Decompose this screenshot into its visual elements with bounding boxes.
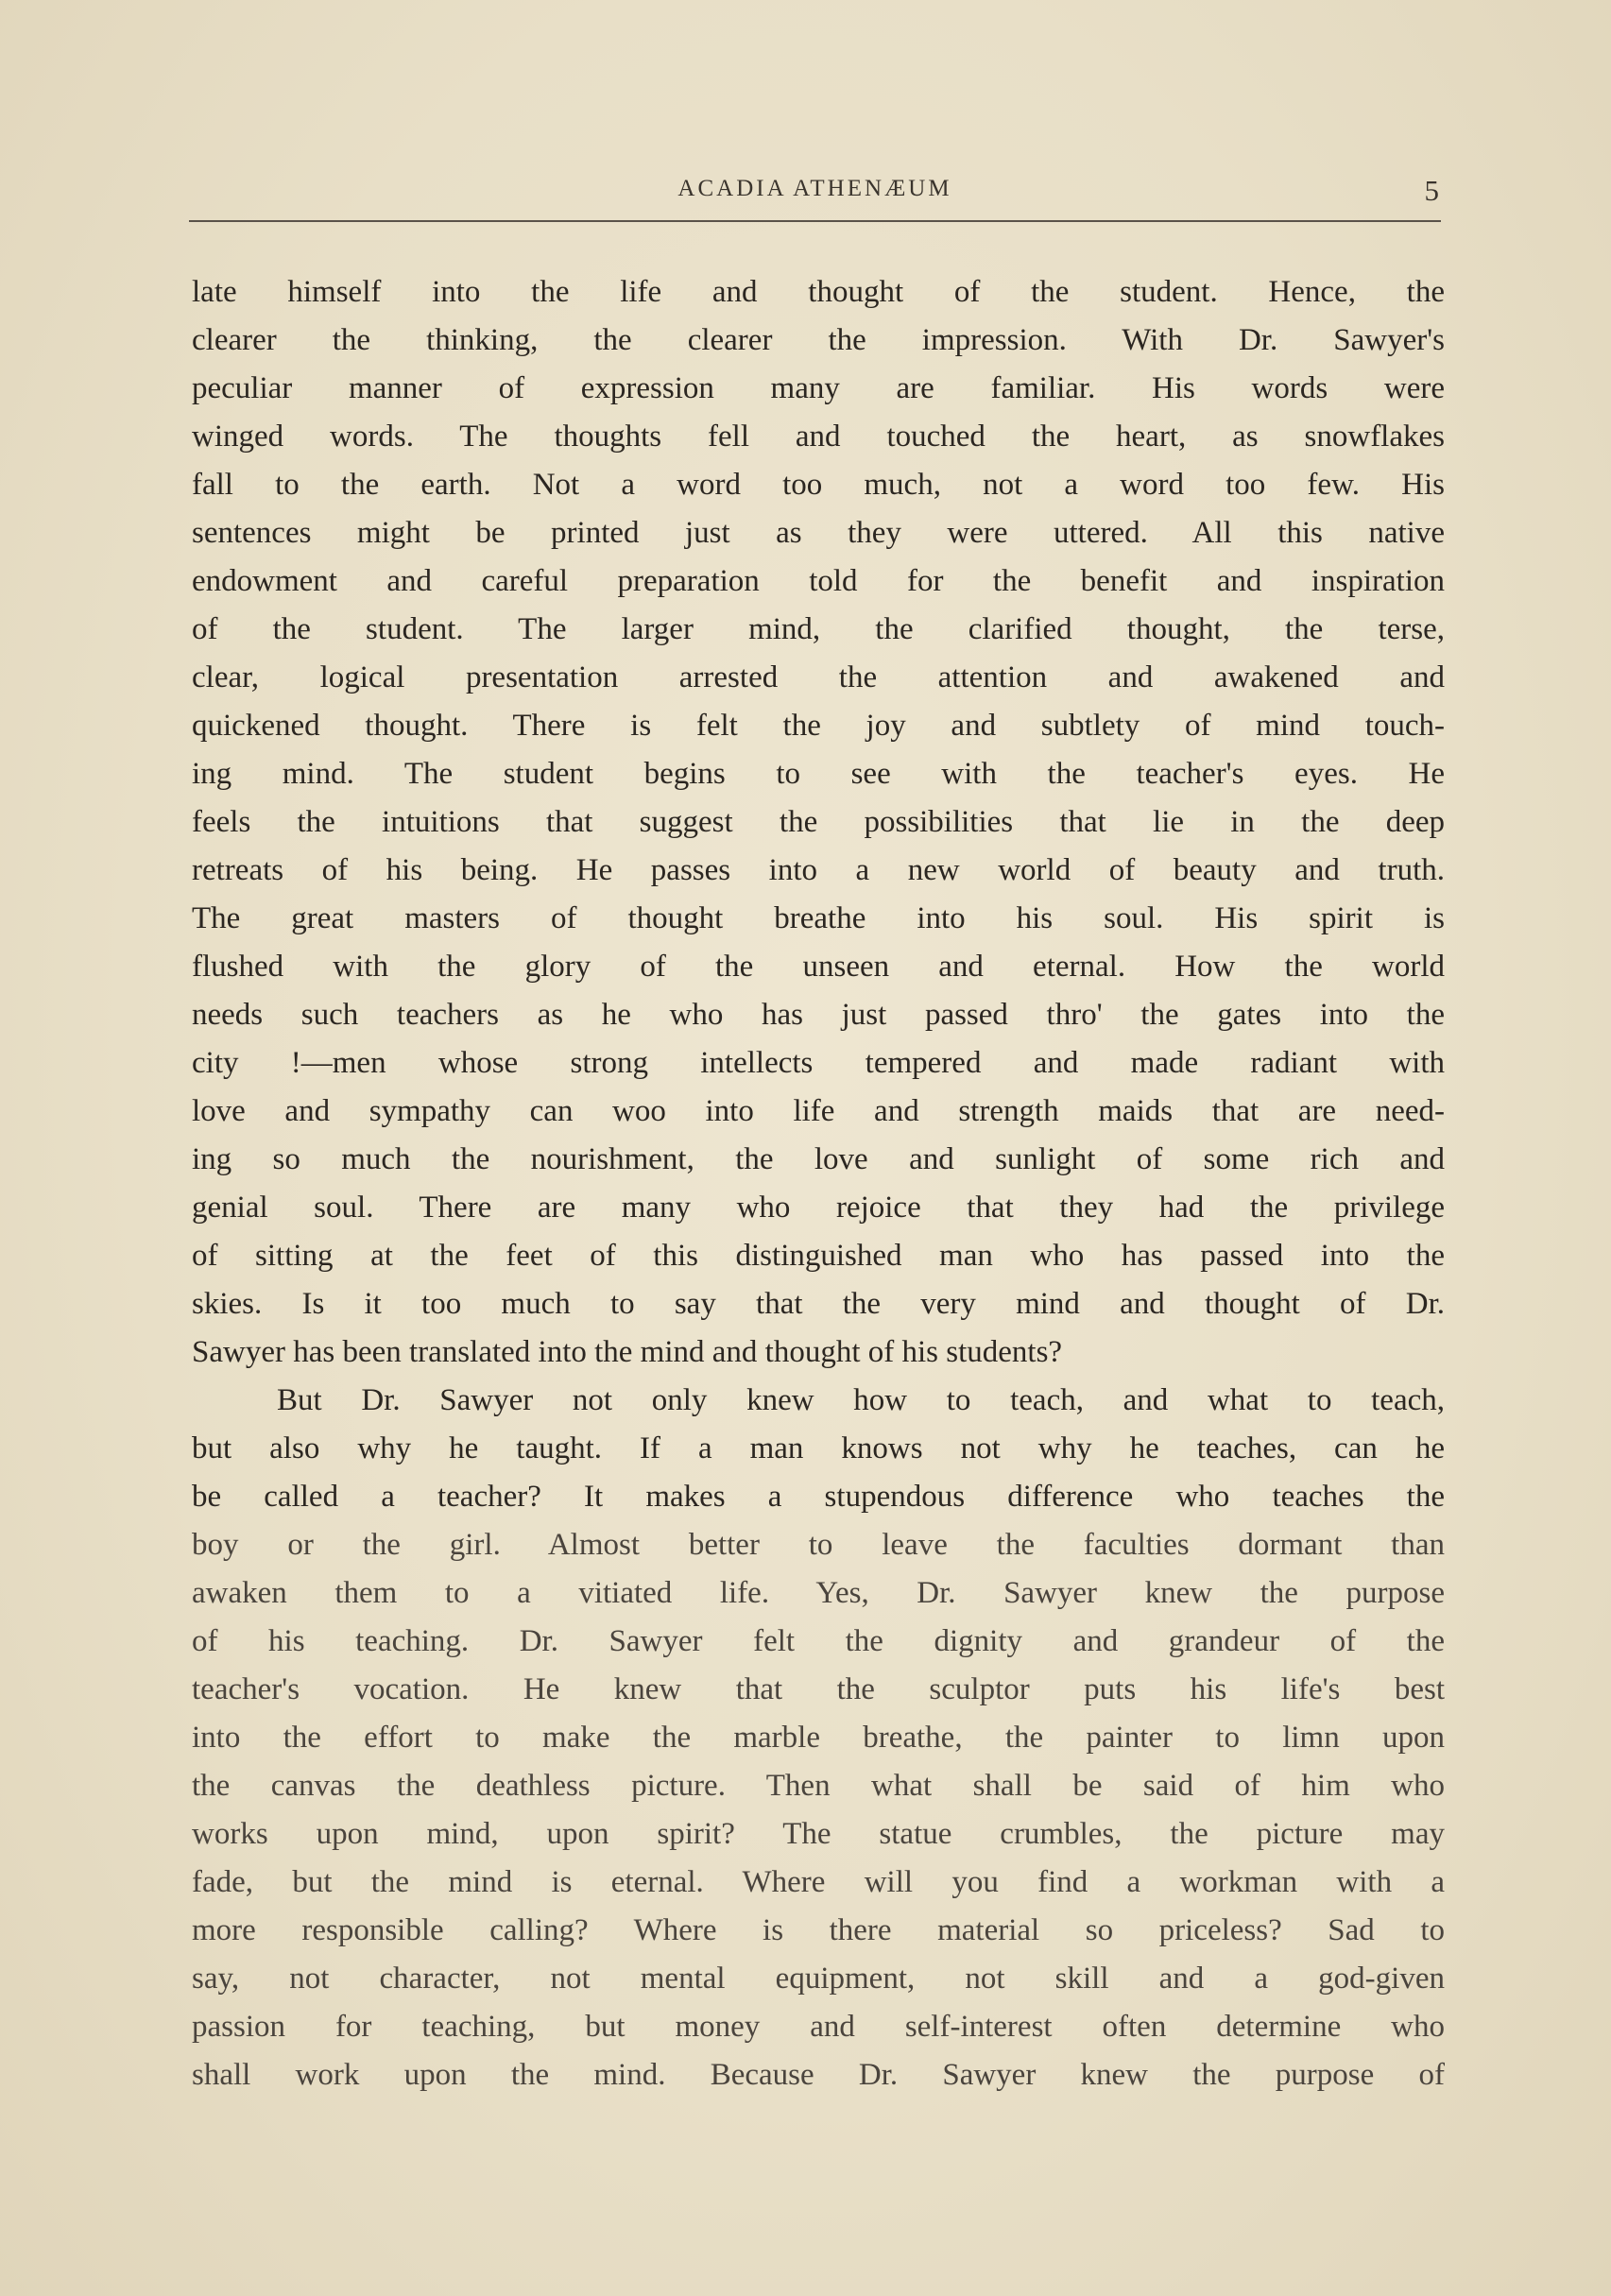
text-line: love and sympathy can woo into life and strength maids that are need- [192, 1094, 1445, 1128]
text-line: sentences might be printed just as they were uttered. All this native [192, 516, 1445, 550]
text-line: winged words. The thoughts fell and touched the heart, as snowflakes [192, 420, 1445, 454]
text-line: fade, but the mind is eternal. Where will you find a workman with a [192, 1865, 1445, 1899]
text-line: works upon mind, upon spirit? The statue crumbles, the picture may [192, 1817, 1445, 1851]
text-line: retreats of his being. He passes into a new world of beauty and truth. [192, 853, 1445, 887]
text-line: flushed with the glory of the unseen and eternal. How the world [192, 950, 1445, 984]
text-line: the canvas the deathless picture. Then what shall be said of him who [192, 1769, 1445, 1803]
text-line: teacher's vocation. He knew that the sculptor puts his life's best [192, 1672, 1445, 1706]
text-line: genial soul. There are many who rejoice that they had the privilege [192, 1191, 1445, 1225]
text-line: quickened thought. There is felt the joy and subtlety of mind touch- [192, 709, 1445, 743]
text-line: clearer the thinking, the clearer the impression. With Dr. Sawyer's [192, 323, 1445, 357]
text-line: more responsible calling? Where is there material so priceless? Sad to [192, 1913, 1445, 1947]
text-line: say, not character, not mental equipment, not skill and a god-given [192, 1962, 1445, 1996]
article-body [192, 268, 1445, 2099]
text-line: boy or the girl. Almost better to leave the faculties dormant than [192, 1528, 1445, 1562]
text-line: fall to the earth. Not a word too much, not a word too few. His [192, 468, 1445, 502]
text-line: The great masters of thought breathe into his soul. His spirit is [192, 901, 1445, 935]
page-number: 5 [1424, 174, 1439, 207]
text-line: endowment and careful preparation told for the benefit and inspiration [192, 564, 1445, 598]
text-line: shall work upon the mind. Because Dr. Sawyer knew the purpose of [192, 2058, 1445, 2092]
text-line: but also why he taught. If a man knows not why he teaches, can he [192, 1431, 1445, 1465]
text-line: of the student. The larger mind, the clarified thought, the terse, [192, 612, 1445, 646]
running-head [189, 170, 1441, 217]
text-line: peculiar manner of expression many are familiar. His words were [192, 371, 1445, 405]
text-line: ing so much the nourishment, the love and sunlight of some rich and [192, 1142, 1445, 1176]
text-line: needs such teachers as he who has just passed thro' the gates into the [192, 998, 1445, 1032]
text-line: awaken them to a vitiated life. Yes, Dr. Sawyer knew the purpose [192, 1576, 1445, 1610]
text-line: But Dr. Sawyer not only knew how to teach, and what to teach, [277, 1383, 1445, 1417]
text-line: be called a teacher? It makes a stupendous difference who teaches the [192, 1480, 1445, 1514]
text-line: Sawyer has been translated into the mind and thought of his students? [192, 1335, 1063, 1369]
header-rule [189, 220, 1441, 222]
text-line: late himself into the life and thought of the student. Hence, the [192, 275, 1445, 309]
text-line: into the effort to make the marble breathe, the painter to limn upon [192, 1721, 1445, 1755]
text-line: of his teaching. Dr. Sawyer felt the dignity and grandeur of the [192, 1624, 1445, 1658]
text-line: of sitting at the feet of this distinguished man who has passed into the [192, 1239, 1445, 1273]
text-line: feels the intuitions that suggest the possibilities that lie in the deep [192, 805, 1445, 839]
journal-title: ACADIA ATHENÆUM [677, 176, 952, 201]
text-line: skies. Is it too much to say that the very mind and thought of Dr. [192, 1287, 1445, 1321]
text-line: clear, logical presentation arrested the attention and awakened and [192, 660, 1445, 694]
text-line: city !—men whose strong intellects tempered and made radiant with [192, 1046, 1445, 1080]
text-line: ing mind. The student begins to see with the teacher's eyes. He [192, 757, 1445, 791]
text-line: passion for teaching, but money and self-interest often determine who [192, 2010, 1445, 2044]
